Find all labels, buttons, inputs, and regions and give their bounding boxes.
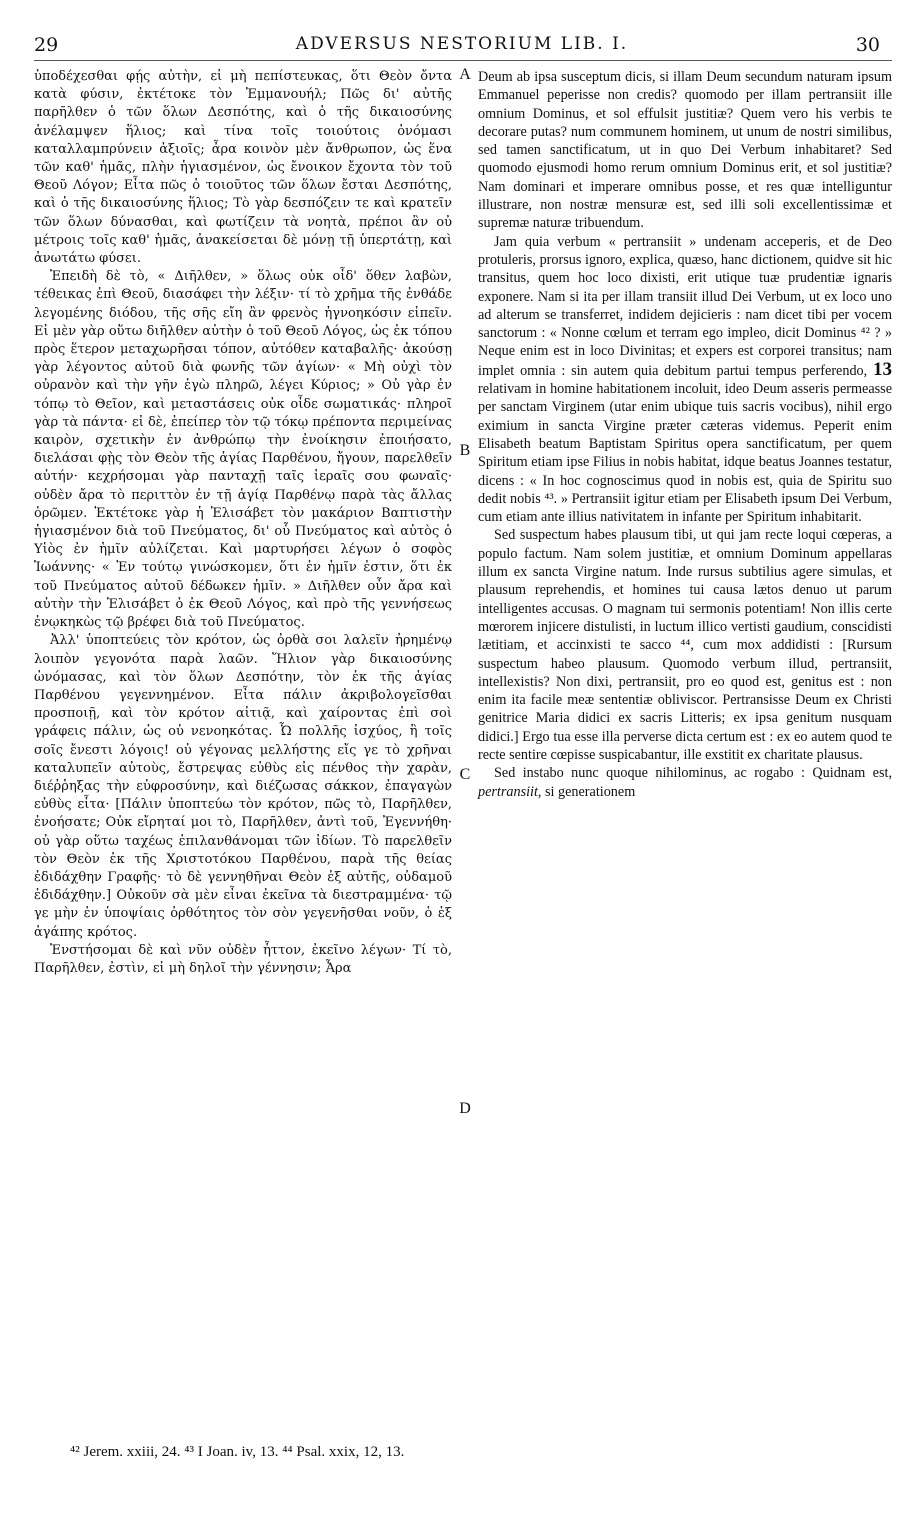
margin-marker-b: B (459, 442, 471, 459)
latin-text-span: Jam quia verbum « pertransiit » undenam acceperis, et de Deo protuleris, prorsus ignoro, explica, quæso, hanc dictionem, quidve sit hic transitus, quem hoc loco dixisti, erit utique tuæ prudentiæ ignaris exponere. Nam si ita per illam transiit illud Dei Verbum, ut ex loco uno ad alterum se transferret, indidem dejicieris : nam dicet tibi per vocem sanctorum : « Nonne cœlum et terram ego impleo, dicit Dominus ⁴² ? » Neque enim est in loco Divinitas; et expers est corporei transitus; nam implet omnia : sin autem quia debitum partui tempus perferendo, (478, 233, 892, 379)
latin-paragraph: Deum ab ipsa susceptum dicis, si illam Deum secundum naturam ipsum Emmanuel peperisse non credis? quomodo per illam pertransiit ille omnium Dominus, et sol effulsit justitiæ? Quem vero his verbis te decorare putas? num communem hominem, ut unum de nostri similibus, sed tamen sanctificatum, ut in quo Dei Verbum inhabitaret? Sed quomodo ejusmodi homo rerum omnium Dominus erit, et sol justitiæ? Nam dominari et imperare omnibus posse, et res quæ intelliguntur illustrare, non nostræ mensuræ est, sed illi soli excellentissimæ et supremæ naturæ tribuendum. (478, 69, 892, 232)
footnotes: ⁴² Jerem. xxiii, 24. ⁴³ I Joan. iv, 13. ⁴⁴ Psal. xxix, 12, 13. (70, 1444, 405, 1460)
margin-markers (452, 0, 478, 1540)
right-page-number: 30 (855, 34, 880, 56)
greek-paragraph: Ἐνστήσομαι δὲ καὶ νῦν οὐδὲν ἧττον, ἐκεῖνο λέγων· Τί τὸ, Παρῆλθεν, ἐστὶν, εἰ μὴ δηλοῖ τὴν γέννησιν; Ἆρα (34, 942, 452, 976)
latin-text-span: si generationem (545, 783, 636, 800)
greek-paragraph: Ἀλλ' ὑποπτεύεις τὸν κρότον, ὡς ὀρθὰ σοι λαλεῖν ἠρημένῳ λοιπὸν γεγονότα παρὰ λαῶν. Ἥλιον γὰρ δικαιοσύνης ὠνόμασας, καὶ τὸν ὅλων Δεσπότην, τὸν ἐκ τῆς ἁγίας Παρθένου γεγεννημένον. Εἶτα πάλιν ἀκριβολογεῖσθαι προσποιῇ, καὶ τὸν κρότον αἰτιᾷ, καὶ χαίροντας ἐπὶ σοὶ γράφεις πάλιν, ὡς οὐ νενοηκότας. Ὦ πολλῆς ἰσχύος, ἣ τοῖς σοῖς ἔνεστι λόγοις! οὐ γέγονας μελλήστης εἴς γε τὸ χρῆναι καταλυπεῖν αὐτοὺς, ἔστρεψας εὐθὺς εἰς πένθος τὴν χαρὰν, διέῤῥηξας τὴν εὐφροσύνην, καὶ διέζωσας σάκκον, ἐπαγαγὼν εὐθὺς εἶτα· [Πάλιν ὑποπτεύω τὸν κρότον, πῶς τὸ, Παρῆλθεν, ἐνοήσατε; Οὐκ εἴρηταί μοι τὸ, Παρῆλθεν, ἀντὶ τοῦ, Ἐγεννήθη· οὐ γὰρ οὕτω ταχέως ἐπιλανθάνομαι τῶν ἰδίων. Τὸ παρελθεῖν τὸν Θεὸν ἐκ τῆς Χριστοτόκου Παρθένου, παρὰ τῆς θείας ἐδιδάχθην Γραφῆς· τὸ δὲ γεννηθῆναι Θεὸν ἐξ αὐτῆς, οὐδαμοῦ ἐδιδάχθην.] Οὐκοῦν σὰ μὲν εἶναι ἐκεῖνα τὰ διεστραμμένα· τῷ γε μὴν ἐν ὑποψίαις ὀρθότητος τὸν σὸν γεγενῆσθαι νοῦν, ὁ ἐξ ἀγάπης κρότος. (34, 633, 452, 940)
latin-text-span: Sed instabo nunc quoque nihilominus, ac rogabo : Quidnam est, (494, 765, 892, 782)
margin-marker-a: A (459, 66, 471, 83)
latin-paragraph (478, 233, 892, 527)
greek-paragraph: ὑποδέχεσθαι φῄς αὐτὴν, εἰ μὴ πεπίστευκας, ὅτι Θεὸν ὄντα κατὰ φύσιν, ἐκτέτοκε τὸν Ἐμμανουήλ; Πῶς δι' αὐτῆς παρῆλθεν ὁ τῶν ὅλων Δεσπότης, καὶ ὁ τῆς δικαιοσύνης ἀνέλαμψεν ἥλιος; καὶ τίνα τοῖς τοιούτοις ὀνόμασι καταλλαμπρύνειν ἀξιοῖς; ἆρα κοινὸν μὲν ἄνθρωπον, ὡς ἕνα τῶν καθ' ἡμᾶς, πλὴν ἡγιασμένον, ὡς ἔνοικον ἔχοντα τὸν τοῦ Θεοῦ Λόγον; Εἶτα πῶς ὁ τοιοῦτος τῶν ὅλων ἔσται Δεσπότης, καὶ ὁ τῆς δικαιοσύνης ἥλιος; Τὸ γὰρ δεσπόζειν τε καὶ κρατεῖν τῶν ὅλων δύνασθαι, καὶ φωτίζειν τὰ νοητὰ, πρέποι ἂν οὐ μέτροις τοῖς καθ' ἡμᾶς, ἀνακείσεται δὲ μόνῃ τῇ ὑπερτάτῃ, καὶ ἀνωτάτω φύσει. (34, 69, 452, 267)
greek-column (34, 68, 452, 978)
latin-italic-term: pertransiit, (478, 783, 542, 800)
latin-paragraph: Sed suspectum habes plausum tibi, ut qui jam recte loqui cœperas, a populo factum. Nam solem justitiæ, et omnium Dominum appellaras illum ex sancta Virgine natum. Inde rursus subtilius agere simulas, et plausum reprehendis, et homines tui causa lætos denuo ut parum intelligentes accusas. O magnam tui sermonis potentiam! Non illis certe mœrorem injicere distulisti, in luctum illico vertisti gaudium, conscidisti lætitiam, et accinxisti te sacco ⁴⁴, cum mox addidisti : [Rursum suspectum habeo plausum. Quomodo verbum illud, pertransiit, intellexistis? Non dixi, pertransiit, pro eo quod est, genitus est : non enim ita facile meæ sententiæ obliviscor. Pertransisse Deum ex Christi genitrice Maria didici ex sacris Litteris; ex ipsa genitum nusquam didici.] Ergo tua esse illa perverse dicta certum est : ex eo autem quod te recte sentire cœpisse suspicabantur, ille exstitit ex charitate plausus. (478, 527, 892, 763)
latin-text-span: relativam in homine habitationem incoluit, ideo Deum asseris permeasse per sanctam Virginem (utar enim ubique tuis sacris vocibus), nihil ergo eximium in sancta Virgine præter cæteras videmus. Peperit enim Elisabeth beatum Baptistam Spiritus opera sanctificatum, per quem Spiritum etiam ipse Filius in nobis habitat, idque beatus Joannes testatur, dicens : « In hoc cognoscimus quod in nobis est, quia de Spiritu suo dedit nobis ⁴³. » Pertransiit igitur etiam per Elisabeth ipsum Dei Verbum, cum etiam ante illius nativitatem in infante per Spiritum inhabitarit. (478, 381, 892, 526)
running-title: ADVERSUS NESTORIUM LIB. I. (295, 34, 629, 54)
margin-marker-d: D (459, 1100, 471, 1117)
margin-marker-c: C (459, 766, 471, 783)
latin-column (478, 68, 892, 801)
greek-paragraph: Ἐπειδὴ δὲ τὸ, « Διῆλθεν, » ὅλως οὐκ οἶδ' ὅθεν λαβὼν, τέθεικας ἐπὶ Θεοῦ, διασάφει τὴν λέξιν· τί τὸ χρῆμα τῆς ἐνθάδε λεγομένης διόδου, τῆς σῆς εἴη ἂν φρενὸς ἠγνοηκόσιν εἰπεῖν. Εἰ μὲν γὰρ οὕτω διῆλθεν αὐτὴν ὁ τοῦ Θεοῦ Λόγος, ὡς ἐκ τόπου πρὸς ἕτερον μεταχωρῆσαι τόπον, αὐτόθεν καταβαλῆς· ἀκούσῃ γὰρ λέγοντος αὐτοῦ διὰ φωνῆς τῶν ἁγίων· « Μὴ οὐχὶ τὸν οὐρανὸν καὶ τὴν γῆν ἐγὼ πληρῶ, λέγει Κύριος; » Οὐ γὰρ ἐν τόπῳ τὸ Θεῖον, καὶ μεταστάσεις οὐκ οἶδε σωματικάς· πληροῖ γὰρ τὰ πάντα· εἰ δὲ, ἐπείπερ τὸν τῷ τόκῳ πρέποντα περιμείνας καιρὸν, σχετικὴν ἐν ἀνθρώπῳ τὴν ἐνοίκησιν ἐποιήσατο, διελάσαι φῂς τὸν Θεὸν τῆς ἁγίας Παρθένου, ἤγουν, παρελθεῖν αὐτήν· κεχρήσομαι γὰρ πανταχῇ ταῖς ἱεραῖς σου φωναῖς· οὐδὲν ἄρα τὸ περιττὸν ἐν τῇ ἁγίᾳ Παρθένῳ παρὰ τὰς ἄλλας ὁρῶμεν. Ἐκτέτοκε γὰρ ἡ Ἐλισάβετ τὸν μακάριον Βαπτιστὴν ἡγιασμένον διὰ τοῦ Πνεύματος, δι' οὗ Πνεύματος καὶ αὐτὸς ὁ Υἱὸς ἐν ἡμῖν αὐλίζεται. Καὶ μαρτυρήσει λέγων ὁ σοφὸς Ἰωάννης· « Ἐν τούτῳ γινώσκομεν, ὅτι ἐν ἡμῖν ἐστιν, ὅτι ἐκ τοῦ Πνεύματος αὐτοῦ δέδωκεν ἡμῖν. » Διῆλθεν οὖν ἄρα καὶ αὐτὴν τὴν Ἐλισάβετ ὁ ἐκ Θεοῦ Λόγος, καὶ πρὸ τῆς γεννήσεως ἐνῳκηκὼς τῷ βρέφει διὰ τοῦ Πνεύματος. (34, 269, 452, 631)
left-page-number: 29 (34, 34, 59, 56)
column-number: 13 (873, 358, 892, 380)
latin-paragraph (478, 764, 892, 801)
